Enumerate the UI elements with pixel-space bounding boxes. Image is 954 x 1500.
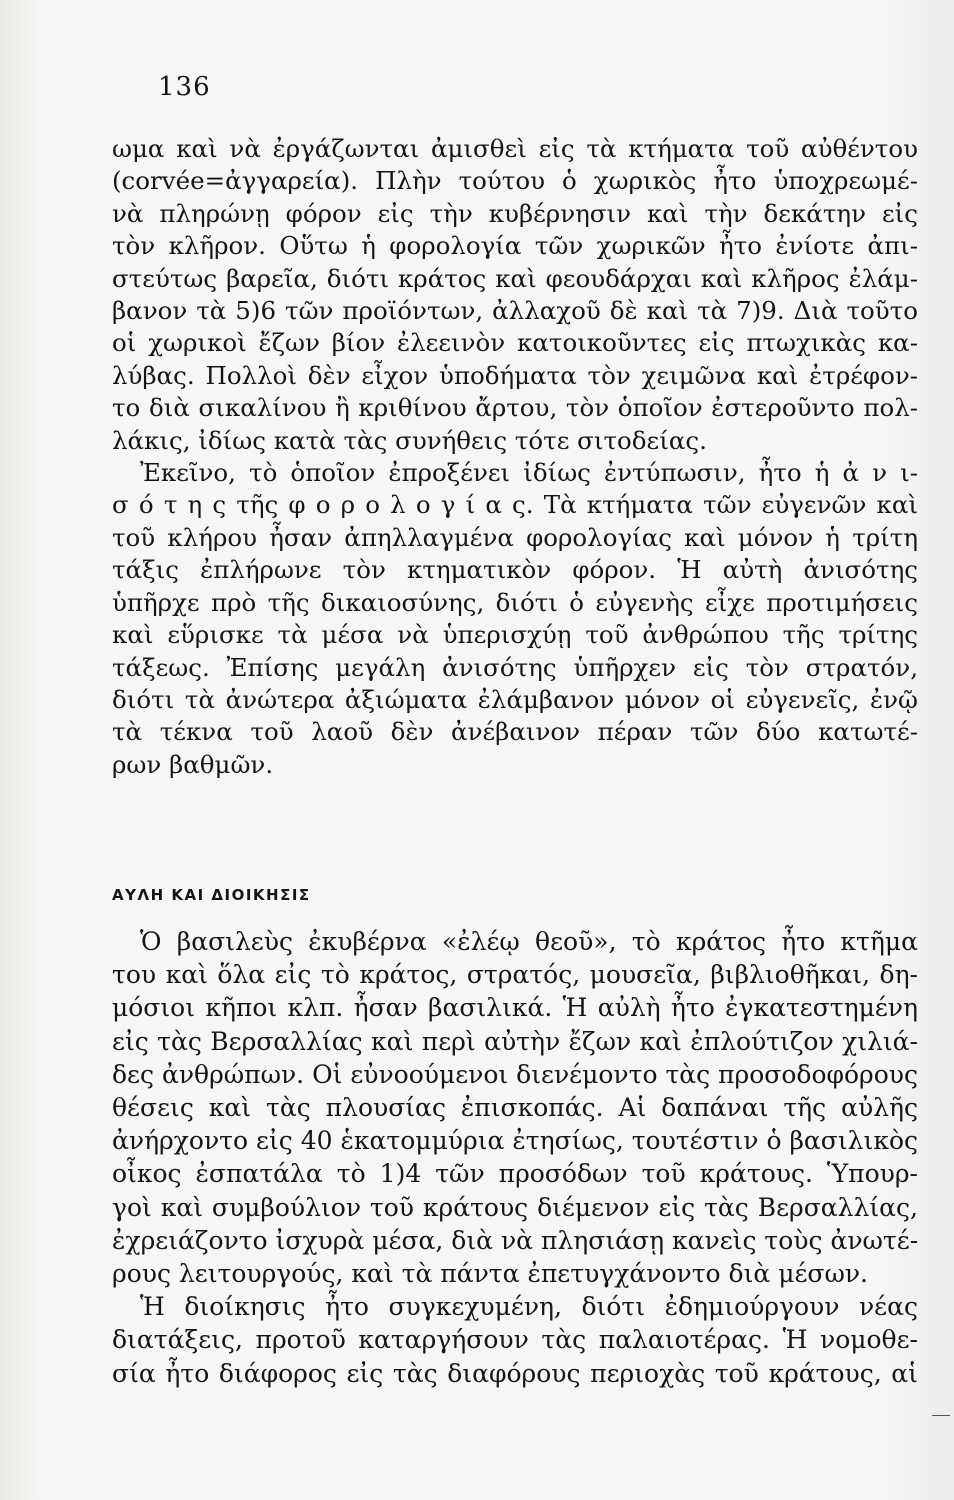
text-line: διότι τὰ ἀνώτερα ἀξιώματα ἐλάμβανον μόνον οἱ εὐγενεῖς, ἐνῷ [112, 684, 918, 714]
text-line: λύβας. Πολλοὶ δὲν εἶχον ὑποδήματα τὸν χειμῶνα καὶ ἐτρέφον- [112, 360, 918, 390]
text-line: οἱ χωρικοὶ ἔζων βίον ἐλεεινὸν κατοικοῦντες εἰς πτωχικὰς κα- [112, 328, 918, 358]
text-line: Ὁ βασιλεὺς ἐκυβέρνα «ἐλέῳ θεοῦ», τὸ κράτος ἦτο κτῆμα [140, 927, 918, 956]
text-line: λάκις, ἰδίως κατὰ τὰς συνήθεις τότε σιτοδείας. [112, 425, 707, 455]
text-line: εἰς τὰς Βερσαλλίας καὶ περὶ αὐτὴν ἔζων καὶ ἐπλούτιζον χιλιά- [112, 1026, 918, 1056]
text-line: θέσεις καὶ τὰς πλουσίας ἐπισκοπάς. Αἱ δαπάναι τῆς αὐλῆς [112, 1093, 918, 1123]
text-line: τὸν κλῆρον. Οὕτω ἡ φορολογία τῶν χωρικῶν ἦτο ἐνίοτε ἀπι- [112, 231, 918, 261]
text-line: Ἐκεῖνο, τὸ ὁποῖον ἐπροξένει ἰδίως ἐντύπωσιν, ἦτο ἡ ἀ ν ι- [140, 458, 918, 488]
text-line: στεύτως βαρεῖα, διότι κράτος καὶ φεουδάρχαι καὶ κλῆρος ἐλάμ- [112, 263, 918, 293]
text-line: οἶκος ἐσπατάλα τὸ 1)4 τῶν προσόδων τοῦ κράτους. Ὑπουρ- [112, 1159, 918, 1189]
text-line: νὰ πληρώνῃ φόρον εἰς τὴν κυβέρνησιν καὶ τὴν δεκάτην εἰς [112, 198, 918, 228]
text-line: (corvée=ἀγγαρεία). Πλὴν τούτου ὁ χωρικὸς ἦτο ὑποχρεωμέ- [112, 166, 918, 196]
text-line: ρων βαθμῶν. [112, 749, 274, 779]
section-heading: ΑΥΛΗ ΚΑΙ ΔΙΟΙΚΗΣΙΣ [112, 886, 311, 904]
text-line: ωμα καὶ νὰ ἐργάζωνται ἀμισθεὶ εἰς τὰ κτήματα τοῦ αὐθέντου [112, 134, 918, 163]
text-line: ἐχρειάζοντο ἰσχυρὰ μέσα, διὰ νὰ πλησιάσῃ κανεὶς τοὺς ἀνωτέ- [112, 1225, 919, 1255]
text-line: γοὶ καὶ συμβούλιον τοῦ κράτους διέμενον εἰς τὰς Βερσαλλίας, [112, 1192, 918, 1222]
text-line: καὶ εὕρισκε τὰ μέσα νὰ ὑπερισχύῃ τοῦ ἀνθρώπου τῆς τρίτης [112, 620, 918, 650]
text-block-court [112, 925, 918, 1390]
text-line: δες ἀνθρώπων. Οἱ εὐνοούμενοι διενέμοντο τὰς προσοδοφόρους [112, 1059, 919, 1089]
text-line: σ ό τ η ς τῆς φ ο ρ ο λ ο γ ί α ς. Τὰ κτήματα τῶν εὐγενῶν καὶ [112, 490, 918, 520]
text-block-peasants [112, 133, 918, 781]
text-line: τάξεως. Ἐπίσης μεγάλη ἀνισότης ὑπῆρχεν εἰς τὸν στρατόν, [112, 652, 918, 682]
text-line: διατάξεις, προτοῦ καταργήσουν τὰς παλαιοτέρας. Ἡ νομοθε- [112, 1325, 918, 1355]
page-number: 136 [158, 72, 211, 102]
text-line: βανον τὰ 5)6 τῶν προϊόντων, ἀλλαχοῦ δὲ καὶ τὰ 7)9. Διὰ τοῦτο [112, 296, 918, 326]
text-line: τὰ τέκνα τοῦ λαοῦ δὲν ἀνέβαινον πέραν τῶν δύο κατωτέ- [112, 717, 918, 747]
text-line: ἀνήρχοντο εἰς 40 ἑκατομμύρια ἐτησίως, τουτέστιν ὁ βασιλικὸς [112, 1126, 918, 1156]
margin-mark [932, 1415, 950, 1416]
text-line: τοῦ κλήρου ἦσαν ἀπηλλαγμένα φορολογίας καὶ μόνον ἡ τρίτη [112, 522, 918, 552]
text-line: τάξις ἐπλήρωνε τὸν κτηματικὸν φόρον. Ἡ αὐτὴ ἀνισότης [112, 555, 918, 585]
text-line: σία ἦτο διάφορος εἰς τὰς διαφόρους περιοχὰς τοῦ κράτους, αἱ [112, 1358, 918, 1388]
text-line: ρους λειτουργούς, καὶ τὰ πάντα ἐπετυγχάνοντο διὰ μέσων. [112, 1259, 868, 1289]
text-line: του καὶ ὅλα εἰς τὸ κράτος, στρατός, μουσεῖα, βιβλιοθῆκαι, δη- [112, 960, 918, 990]
text-line: ὑπῆρχε πρὸ τῆς δικαιοσύνης, διότι ὁ εὐγενὴς εἶχε προτιμήσεις [112, 587, 918, 617]
text-line: μόσιοι κῆποι κλπ. ἦσαν βασιλικά. Ἡ αὐλὴ ἦτο ἐγκατεστημένη [112, 993, 918, 1023]
text-line: Ἡ διοίκησις ἦτο συγκεχυμένη, διότι ἐδημιούργουν νέας [140, 1292, 918, 1322]
text-line: το διὰ σικαλίνου ἢ κριθίνου ἄρτου, τὸν ὁποῖον ἐστεροῦντο πολ- [112, 393, 918, 423]
